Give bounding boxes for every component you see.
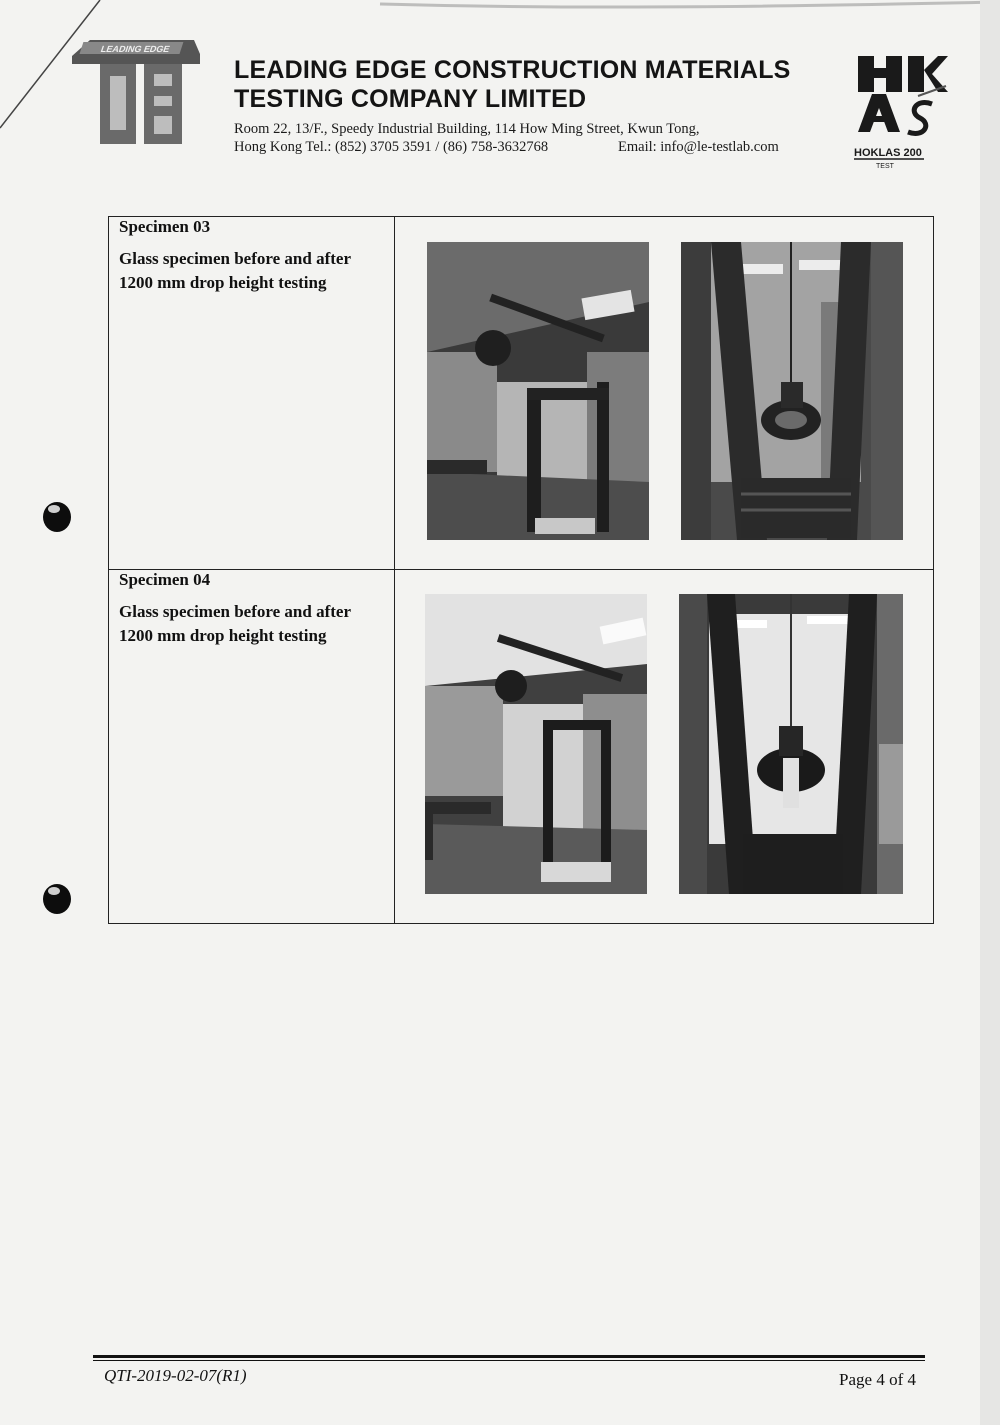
svg-text:LEADING EDGE: LEADING EDGE xyxy=(99,44,172,54)
footer-rule xyxy=(93,1360,925,1361)
specimen-title: Specimen 04 xyxy=(119,570,211,589)
drop-impactor-after-photo xyxy=(679,594,903,894)
test-room-before-photo xyxy=(427,242,649,540)
footer-rule xyxy=(93,1355,925,1358)
svg-text:TEST: TEST xyxy=(876,163,894,170)
le-company-logo xyxy=(72,34,202,146)
page-number: Page 4 of 4 xyxy=(839,1370,916,1389)
specimen-description: Glass specimen before and after 1200 mm drop height testing xyxy=(119,249,351,292)
hkas-accreditation-logo xyxy=(852,52,948,170)
punch-hole xyxy=(43,884,71,914)
specimen-title: Specimen 03 xyxy=(119,217,211,236)
company-address xyxy=(234,120,779,156)
company-email: Email: info@le-testlab.com xyxy=(618,139,779,155)
address-line1: Room 22, 13/F., Speedy Industrial Building, 114 How Ming Street, Kwun Tong, xyxy=(234,121,700,137)
specimen-label-cell xyxy=(109,217,395,569)
specimen-photo-table xyxy=(108,216,934,924)
punch-hole xyxy=(43,502,71,532)
specimen-row xyxy=(109,217,933,570)
svg-text:HOKLAS 200: HOKLAS 200 xyxy=(854,147,922,159)
specimen-label-cell xyxy=(109,570,395,923)
specimen-row xyxy=(109,570,933,923)
drop-impactor-after-photo xyxy=(681,242,903,540)
address-line2: Hong Kong Tel.: (852) 3705 3591 / (86) 758-3632768 xyxy=(234,139,549,155)
company-name-line1: LEADING EDGE CONSTRUCTION MATERIALS xyxy=(234,56,791,84)
company-name-line2: TESTING COMPANY LIMITED xyxy=(234,85,587,113)
specimen-description: Glass specimen before and after 1200 mm drop height testing xyxy=(119,602,351,645)
company-name xyxy=(234,56,791,114)
test-room-before-photo xyxy=(425,594,647,894)
document-reference: QTI-2019-02-07(R1) xyxy=(104,1366,247,1385)
